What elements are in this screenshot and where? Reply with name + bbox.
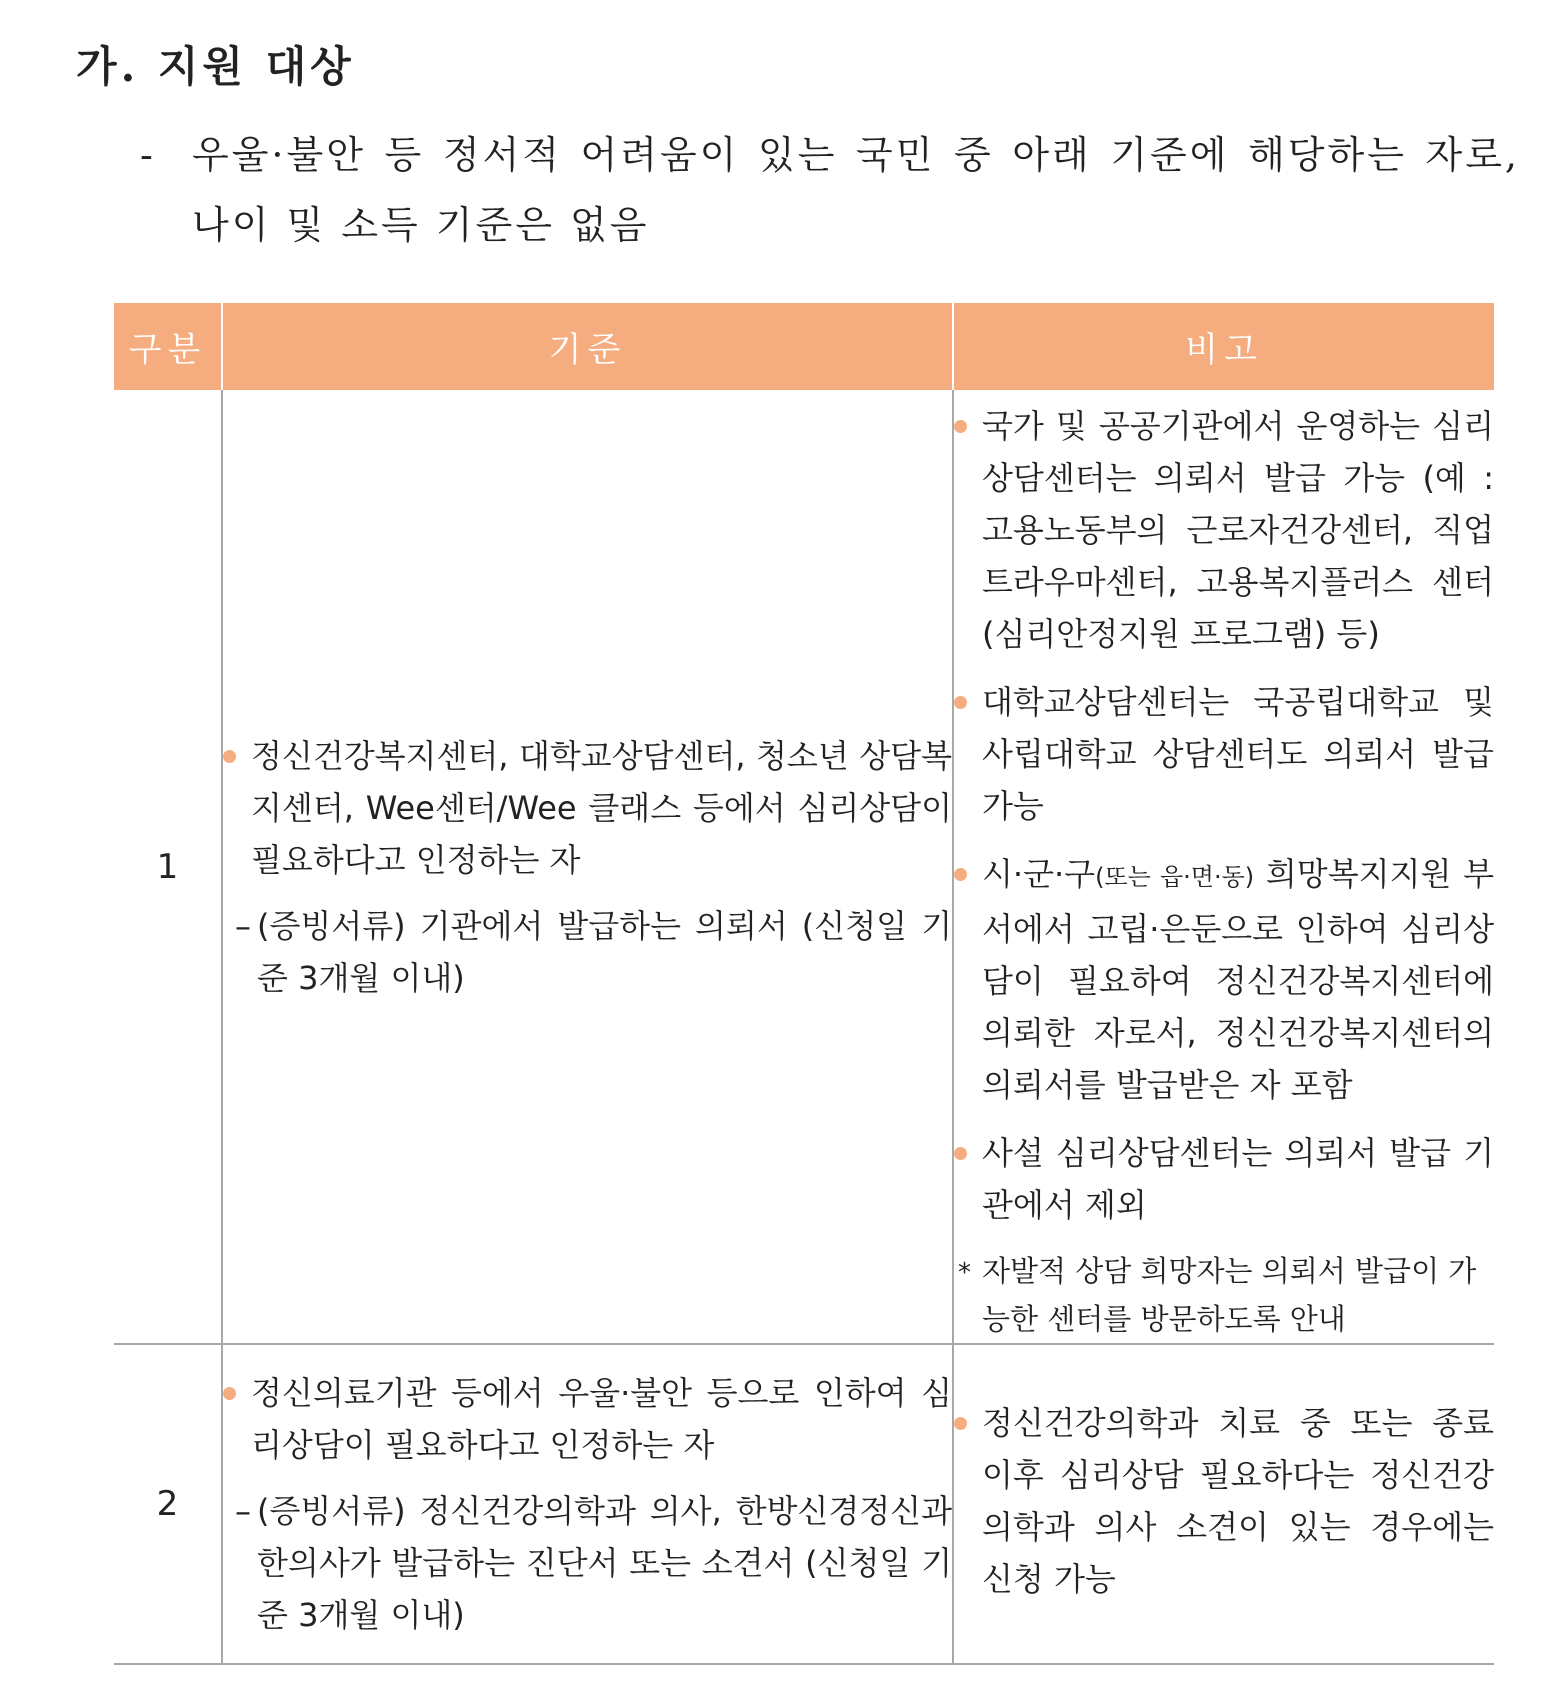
table-row [114,390,1494,1344]
evidence-item [223,1485,952,1641]
intro-line-2: 나이 및 소득 기준은 없음 [192,203,650,247]
bullet-dot-icon [223,1387,236,1400]
section-title: 가. 지원 대상 [76,42,355,91]
bullet-dot-icon [223,750,236,763]
remark-bullet [954,676,1494,832]
bullet-dot-icon [954,420,967,433]
remarks-cell [953,1344,1494,1664]
evidence-text: (증빙서류) 기관에서 발급하는 의뢰서 (신청일 기준 3개월 이내) [257,906,952,997]
evidence-text: (증빙서류) 정신건강의학과 의사, 한방신경정신과 한의사가 발급하는 진단서 또는 소견서 (신청일 기준 3개월 이내) [257,1492,952,1634]
row-number: 1 [114,390,222,1344]
header-category: 구분 [114,303,222,390]
criteria-bullet [223,1367,952,1471]
remark-bullet [954,400,1494,660]
bullet-dot-icon [954,1417,967,1430]
criteria-text: 정신건강복지센터, 대학교상담센터, 청소년 상담복지센터, Wee센터/Wee 클래스 등에서 심리상담이 필요하다고 인정하는 자 [251,736,952,879]
dash-mark: – [235,906,251,945]
intro-dash: - [140,133,153,177]
criteria-text: 정신의료기관 등에서 우울·불안 등으로 인하여 심리상담이 필요하다고 인정하는 자 [251,1374,952,1464]
criteria-bullet [223,730,952,886]
bullet-dot-icon [954,868,967,881]
remark-footnote [954,1247,1494,1343]
remark-text-small: (또는 읍·면·동) [1095,863,1255,891]
header-criteria: 기준 [222,303,953,390]
bullet-dot-icon [954,696,967,709]
criteria-cell [222,1344,953,1664]
footnote-text: 자발적 상담 희망자는 의뢰서 발급이 가능한 센터를 방문하도록 안내 [982,1254,1477,1336]
dash-mark: – [235,1492,251,1530]
remark-text: 사설 심리상담센터는 의뢰서 발급 기관에서 제외 [982,1134,1494,1224]
remark-text: 대학교상담센터는 국공립대학교 및 사립대학교 상담센터도 의뢰서 발급 가능 [982,683,1494,825]
row-number: 2 [114,1344,222,1664]
asterisk-icon: * [958,1258,971,1288]
intro-paragraph [140,120,1520,260]
remark-bullet [954,848,1494,1111]
remark-text-rest: 희망복지지원 부서에서 고립·은둔으로 인하여 심리상담이 필요하여 정신건강복지센터에 의뢰한 자로서, 정신건강복지센터의 의뢰서를 발급받은 자 포함 [982,855,1494,1104]
remark-text-prefix: 시·군·구 [982,855,1096,893]
remarks-cell [953,390,1494,1344]
table-row [114,1344,1494,1664]
bullet-dot-icon [954,1147,967,1160]
criteria-table [114,303,1494,1665]
header-remarks: 비고 [953,303,1494,390]
evidence-item [223,900,952,1004]
intro-line-1: 우울·불안 등 정서적 어려움이 있는 국민 중 아래 기준에 해당하는 자로, [192,133,1520,177]
remark-bullet [954,1397,1494,1605]
remark-bullet [954,1127,1494,1231]
criteria-cell [222,390,953,1344]
remark-text: 국가 및 공공기관에서 운영하는 심리상담센터는 의뢰서 발급 가능 (예 : 고용노동부의 근로자건강센터, 직업트라우마센터, 고용복지플러스 센터(심리안정지원 프로그램) 등) [982,407,1494,653]
table-header-row [114,303,1494,390]
remark-text: 정신건강의학과 치료 중 또는 종료 이후 심리상담 필요하다는 정신건강의학과 의사 소견이 있는 경우에는 신청 가능 [982,1404,1494,1598]
